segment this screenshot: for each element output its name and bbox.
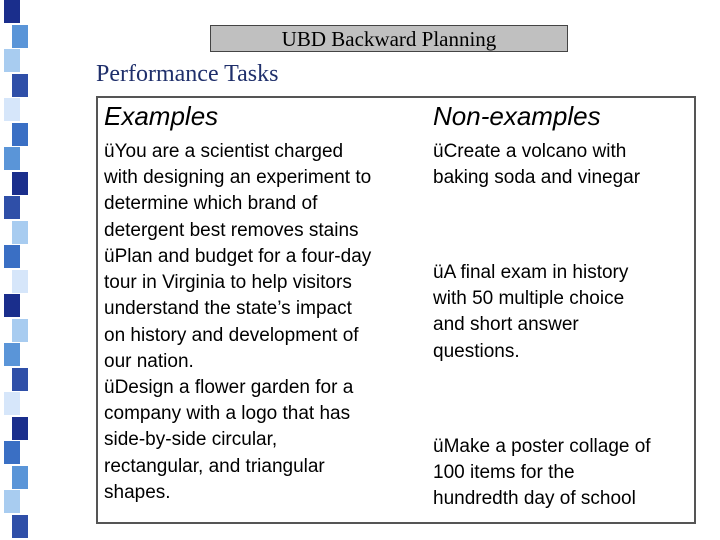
strip-square [4, 343, 20, 366]
examples-heading: Examples [104, 101, 219, 131]
strip-square [4, 245, 20, 268]
strip-square [12, 515, 28, 538]
example-item: üDesign a flower garden for a company with a logo that has side-by-side circular, rectangular, and triangular shapes. [104, 377, 354, 503]
strip-square [4, 294, 20, 317]
strip-square [12, 74, 28, 97]
check-icon: ü [433, 262, 444, 283]
non-example-item: üA final exam in history with 50 multiple choice and short answer questions. [433, 262, 629, 362]
strip-square [4, 0, 20, 23]
strip-square [4, 441, 20, 464]
check-icon: ü [104, 246, 115, 267]
strip-square [12, 172, 28, 195]
strip-square [4, 392, 20, 415]
strip-square [12, 466, 28, 489]
strip-square [12, 221, 28, 244]
strip-square [12, 25, 28, 48]
check-icon: ü [433, 436, 444, 457]
example-item: üPlan and budget for a four-day tour in Virginia to help visitors understand the state’s impact on history and development of our nation. [104, 246, 372, 372]
slide-subtitle: Performance Tasks [96, 61, 279, 87]
strip-square [12, 319, 28, 342]
strip-square [4, 490, 20, 513]
check-icon: ü [104, 377, 115, 398]
check-icon: ü [104, 141, 115, 162]
example-item: üYou are a scientist charged with designing an experiment to determine which brand of detergent best removes stains [104, 141, 372, 241]
strip-square [12, 368, 28, 391]
decorative-side-strip [0, 0, 30, 540]
check-icon: ü [433, 141, 444, 162]
slide-title: UBD Backward Planning [210, 25, 568, 52]
strip-square [4, 147, 20, 170]
strip-square [12, 270, 28, 293]
strip-square [12, 123, 28, 146]
strip-square [4, 49, 20, 72]
strip-square [4, 196, 20, 219]
non-example-item: üMake a poster collage of 100 items for the hundredth day of school [433, 436, 651, 510]
strip-square [12, 417, 28, 440]
non-example-item: üCreate a volcano with baking soda and vinegar [433, 141, 641, 189]
strip-square [4, 98, 20, 121]
non-examples-heading: Non-examples [433, 101, 601, 131]
